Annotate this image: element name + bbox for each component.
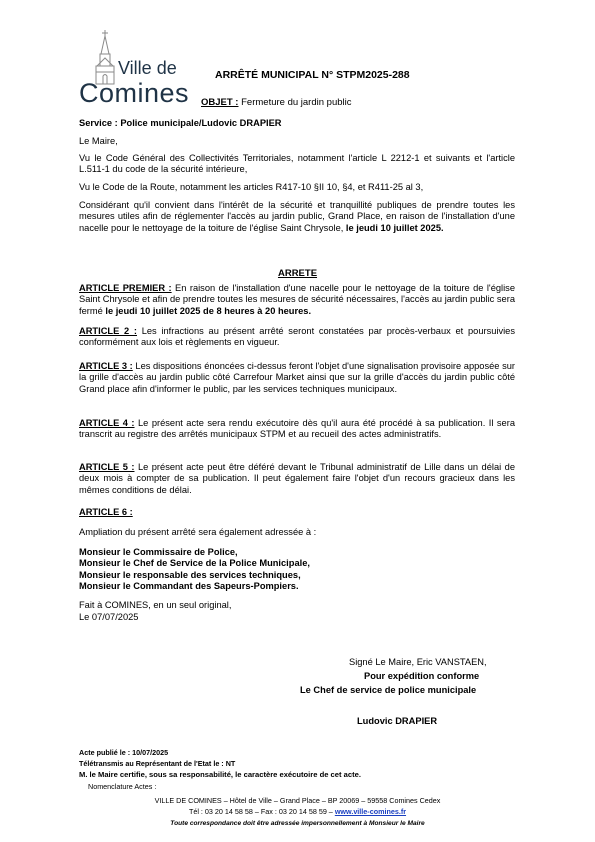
article-1 <box>79 283 515 317</box>
article-1-text: En raison de l'installation d'une nacelle pour le nettoyage de la toiture de l'église Saint Chrysole et afin de prendre toutes les mesures de sécurité nécessaires, l'accès au jardin public sera fermé <box>79 283 515 316</box>
footer-tel: Tél : 03 20 14 58 58 – Fax : 03 20 14 58 59 – <box>188 807 335 816</box>
fait-a: Fait à COMINES, en un seul original, <box>79 600 232 610</box>
signature-chef: Le Chef de service de police municipale <box>300 685 477 695</box>
signature-nom: Ludovic DRAPIER <box>357 716 438 726</box>
article-6-label: ARTICLE 6 : <box>79 507 133 517</box>
considerant <box>79 200 515 234</box>
le-maire: Le Maire, <box>79 136 118 146</box>
article-2-text: Les infractions au présent arrêté seront constatées par procès-verbaux et poursuivies conformément aux lois et règlements en vigueur. <box>79 326 515 348</box>
article-4 <box>79 418 515 441</box>
service-line: Service : Police municipale/Ludovic DRAPIER <box>79 118 282 128</box>
logo-text-ville: Ville de <box>118 58 177 78</box>
page-title: ARRÊTÉ MUNICIPAL N° STPM2025-288 <box>215 69 410 81</box>
recipient-item: Monsieur le Commandant des Sapeurs-Pompiers. <box>79 580 299 591</box>
article-2 <box>79 326 515 349</box>
date-line: Le 07/07/2025 <box>79 612 139 622</box>
article-6 <box>79 507 515 518</box>
certifie: M. le Maire certifie, sous sa responsabilité, le caractère exécutoire de cet acte. <box>79 770 361 779</box>
article-3-label: ARTICLE 3 : <box>79 361 133 371</box>
article-5-label: ARTICLE 5 : <box>79 462 135 472</box>
article-4-label: ARTICLE 4 : <box>79 418 135 428</box>
article-5-text: Le présent acte peut être déféré devant le Tribunal administratif de Lille dans un délai de deux mois à compter de sa publication. Il peut également faire l'objet d'un recours gracieux dans les mêmes conditions de délai. <box>79 462 515 495</box>
footer-address: VILLE DE COMINES – Hôtel de Ville – Grand Place – BP 20069 – 59558 Comines Cedex <box>154 796 441 805</box>
signature-pour: Pour expédition conforme <box>364 671 480 681</box>
arrete-heading: ARRETE <box>277 268 318 279</box>
recipient-list <box>79 547 515 592</box>
article-4-text: Le présent acte sera rendu exécutoire dès qu'il aura été procédé à sa publication. Il sera transcrit au registre des arrêtés municipaux STPM et au recueil des actes administratifs. <box>79 418 515 440</box>
website-link[interactable]: www.ville-comines.fr <box>334 807 407 816</box>
article-2-label: ARTICLE 2 : <box>79 326 137 336</box>
objet-label: OBJET : <box>201 97 239 108</box>
article-1-label: ARTICLE PREMIER : <box>79 283 172 293</box>
article-3-text: Les dispositions énoncées ci-dessus feront l'objet d'une signalisation provisoire apposée sur la grille d'accès au jardin public côté Carrefour Market ainsi que sur la grille d'accès du jardin public côté Grand place afin d'informer le public, par les services techniques municipaux. <box>79 361 515 394</box>
footer-contact <box>0 807 595 817</box>
footer-correspondance: Toute correspondance doit être adressée impersonnellement à Monsieur le Maire <box>170 820 425 827</box>
signature-signe: Signé Le Maire, Eric VANSTAEN, <box>349 657 487 667</box>
considerant-date: le jeudi 10 juillet 2025. <box>345 222 444 233</box>
article-1-date: le jeudi 10 juillet 2025 de 8 heures à 20 heures. <box>105 305 312 316</box>
nomenclature: Nomenclature Actes : <box>88 782 157 791</box>
objet-text: Fermeture du jardin public <box>238 97 352 108</box>
article-3 <box>79 361 515 395</box>
vu-cgct: Vu le Code Général des Collectivités Territoriales, notamment l'article L 2212-1 et suivants et l'article L.511-1 du code de la sécurité intérieure, <box>79 153 515 175</box>
teletransmis: Télétransmis au Représentant de l'Etat le : NT <box>79 759 236 768</box>
recipient-item: Monsieur le Chef de Service de la Police Municipale, <box>79 558 310 569</box>
considerant-text: Considérant qu'il convient dans l'intérêt de la sécurité et tranquillité publiques de prendre toutes les mesures utiles afin de réglementer l'accès au jardin public, Grand Place, en raison de l'installation d'une nacelle pour le nettoyage de la toiture de l'église Saint Chrysole, <box>79 200 515 233</box>
vu-code-route: Vu le Code de la Route, notamment les articles R417-10 §II 10, §4, et R411-25 al 3, <box>79 182 424 192</box>
recipient-item: Monsieur le responsable des services techniques, <box>79 569 301 580</box>
article-5 <box>79 462 515 496</box>
acte-publie: Acte publié le : 10/07/2025 <box>79 748 169 757</box>
objet-line <box>201 97 351 108</box>
logo-text-comines: Comines <box>79 78 190 108</box>
ampliation: Ampliation du présent arrêté sera également adressée à : <box>79 527 317 537</box>
recipient-item: Monsieur le Commissaire de Police, <box>79 547 238 557</box>
